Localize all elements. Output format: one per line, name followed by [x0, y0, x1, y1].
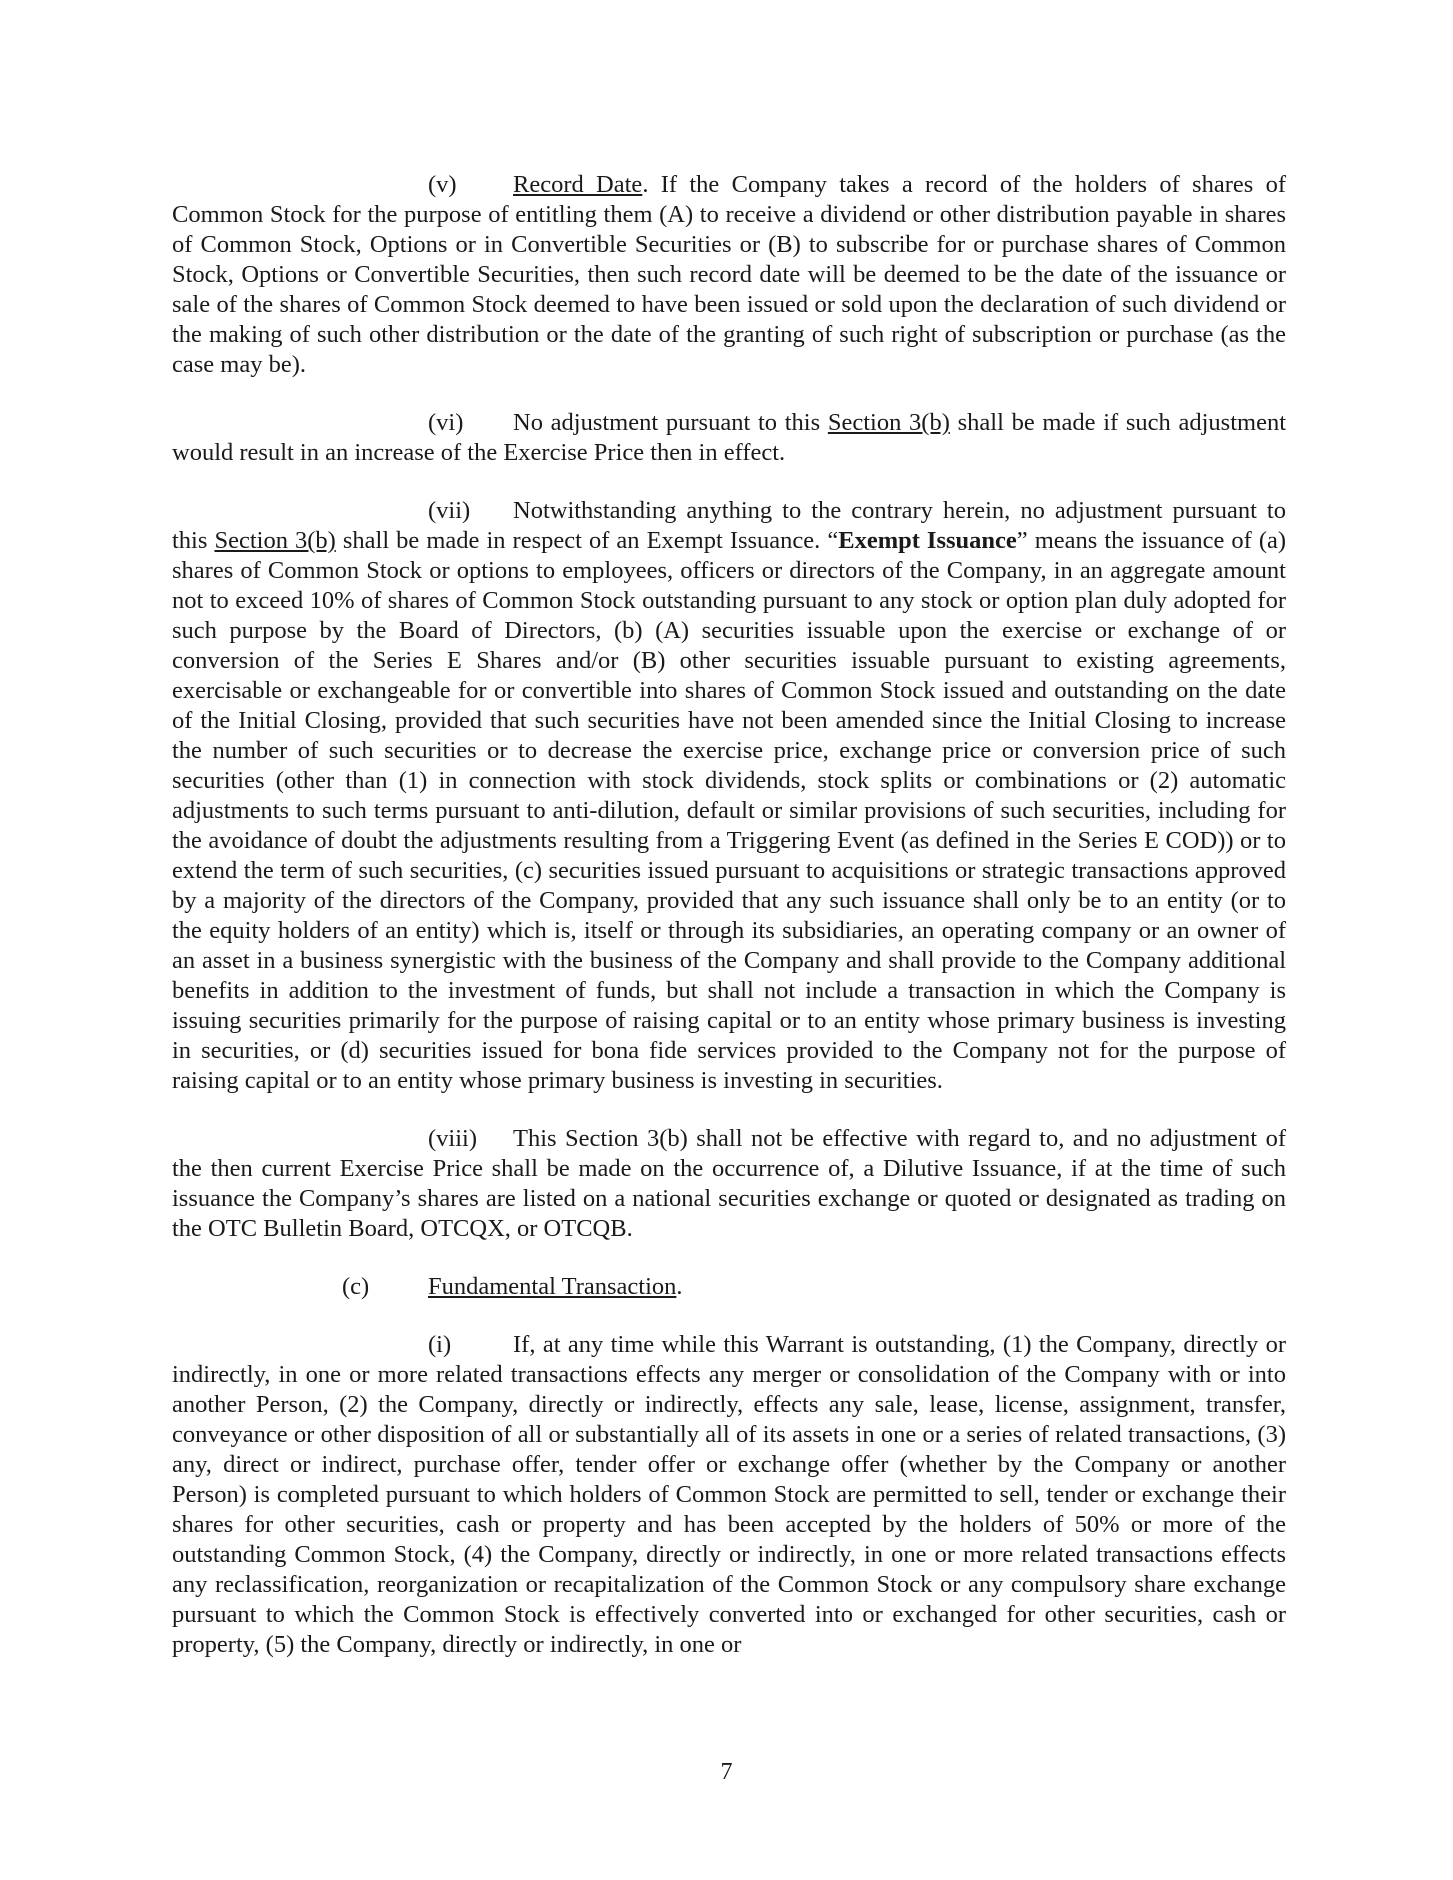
paragraph-heading: Record Date [513, 171, 643, 198]
paragraph-number: (viii) [428, 1125, 477, 1152]
section-heading-fundamental-transaction [172, 1272, 1286, 1302]
page-number: 7 [720, 1759, 733, 1785]
paragraph-text: This Section 3(b) shall not be effective with regard to, and no adjustment of the then current Exercise Price shall be made on the occurrence of, a Dilutive Issuance, if at the time of such issuance the Company’s shares are listed on a national securities exchange or quoted or designated as trading on the OTC Bulletin Board, OTCQX, or OTCQB. [172, 1125, 1286, 1242]
section-reference: Section 3(b) [827, 409, 950, 436]
paragraph-text: If, at any time while this Warrant is outstanding, (1) the Company, directly or indirectly, in one or more related transactions effects any merger or consolidation of the Company with or into another Person, (2) the Company, directly or indirectly, effects any sale, lease, license, assignment, transfer, conveyance or other disposition of all or substantially all of its assets in one or a series of related transactions, (3) any, direct or indirect, purchase offer, tender offer or exchange offer (whether by the Company or another Person) is completed pursuant to which holders of Common Stock are permitted to sell, tender or exchange their shares for other securities, cash or property and has been accepted by the holders of 50% or more of the outstanding Common Stock, (4) the Company, directly or indirectly, in one or more related transactions effects any reclassification, reorganization or recapitalization of the Common Stock or any compulsory share exchange pursuant to which the Common Stock is effectively converted into or exchanged for other securities, cash or property, (5) the Company, directly or indirectly, in one or [172, 1331, 1286, 1658]
paragraph-text: ” means the issuance of (a) shares of Common Stock or options to employees, officers or directors of the Company, in an aggregate amount not to exceed 10% of shares of Common Stock outstanding pursuant to any stock or option plan duly adopted for such purpose by the Board of Directors, (b) (A) securities issuable upon the exercise or exchange of or conversion of the Series E Shares and/or (B) other securities issuable pursuant to existing agreements, exercisable or exchangeable for or convertible into shares of Common Stock issued and outstanding on the date of the Initial Closing, provided that such securities have not been amended since the Initial Closing to increase the number of such securities or to decrease the exercise price, exchange price or conversion price of such securities (other than (1) in connection with stock dividends, stock splits or combinations or (2) automatic adjustments to such terms pursuant to anti-dilution, default or similar provisions of such securities, including for the avoidance of doubt the adjustments resulting from a Triggering Event (as defined in the Series E COD)) or to extend the term of such securities, (c) securities issued pursuant to acquisitions or strategic transactions approved by a majority of the directors of the Company, provided that any such issuance shall only be to an entity (or to the equity holders of an entity) which is, itself or through its subsidiaries, an operating company or an owner of an asset in a business synergistic with the business of the Company and shall provide to the Company additional benefits in addition to the investment of funds, but shall not include a transaction in which the Company is issuing securities primarily for the purpose of raising capital or to an entity whose primary business is investing in securities, or (d) securities issued for bona fide services provided to the Company not for the purpose of raising capital or to an entity whose primary business is investing in securities. [172, 527, 1287, 1094]
paragraph-text: . If the Company takes a record of the holders of shares of Common Stock for the purpose of entitling them (A) to receive a dividend or other distribution payable in shares of Common Stock, Options or in Convertible Securities or (B) to subscribe for or purchase shares of Common Stock, Options or Convertible Securities, then such record date will be deemed to be the date of the issuance or sale of the shares of Common Stock deemed to have been issued or sold upon the declaration of such dividend or the making of such other distribution or the date of the granting of such right of subscription or purchase (as the case may be). [172, 171, 1286, 378]
section-heading: Fundamental Transaction [428, 1273, 677, 1300]
paragraph-record-date [172, 170, 1286, 380]
paragraph-number: (vi) [428, 409, 464, 436]
paragraph-text: Notwithstanding anything to the contrary herein, no adjustment pursuant to this [172, 497, 1286, 554]
section-reference: Section 3(b) [214, 527, 336, 554]
section-heading-punctuation: . [676, 1273, 683, 1300]
paragraph-text: shall be made if such adjustment would result in an increase of the Exercise Price then in effect. [172, 409, 1287, 466]
paragraph-no-increase [172, 408, 1286, 468]
paragraph-exempt-issuance [172, 496, 1286, 1096]
document-body [172, 170, 1286, 1688]
section-number: (c) [342, 1273, 370, 1300]
paragraph-text: shall be made in respect of an Exempt Issuance. “ [335, 527, 839, 554]
paragraph-listed-exception [172, 1124, 1286, 1244]
paragraph-number: (i) [428, 1331, 452, 1358]
paragraph-number: (v) [428, 171, 457, 198]
paragraph-number: (vii) [428, 497, 471, 524]
defined-term: Exempt Issuance [838, 527, 1017, 554]
paragraph-text: No adjustment pursuant to this [513, 409, 828, 436]
paragraph-fundamental-transaction-i [172, 1330, 1286, 1660]
